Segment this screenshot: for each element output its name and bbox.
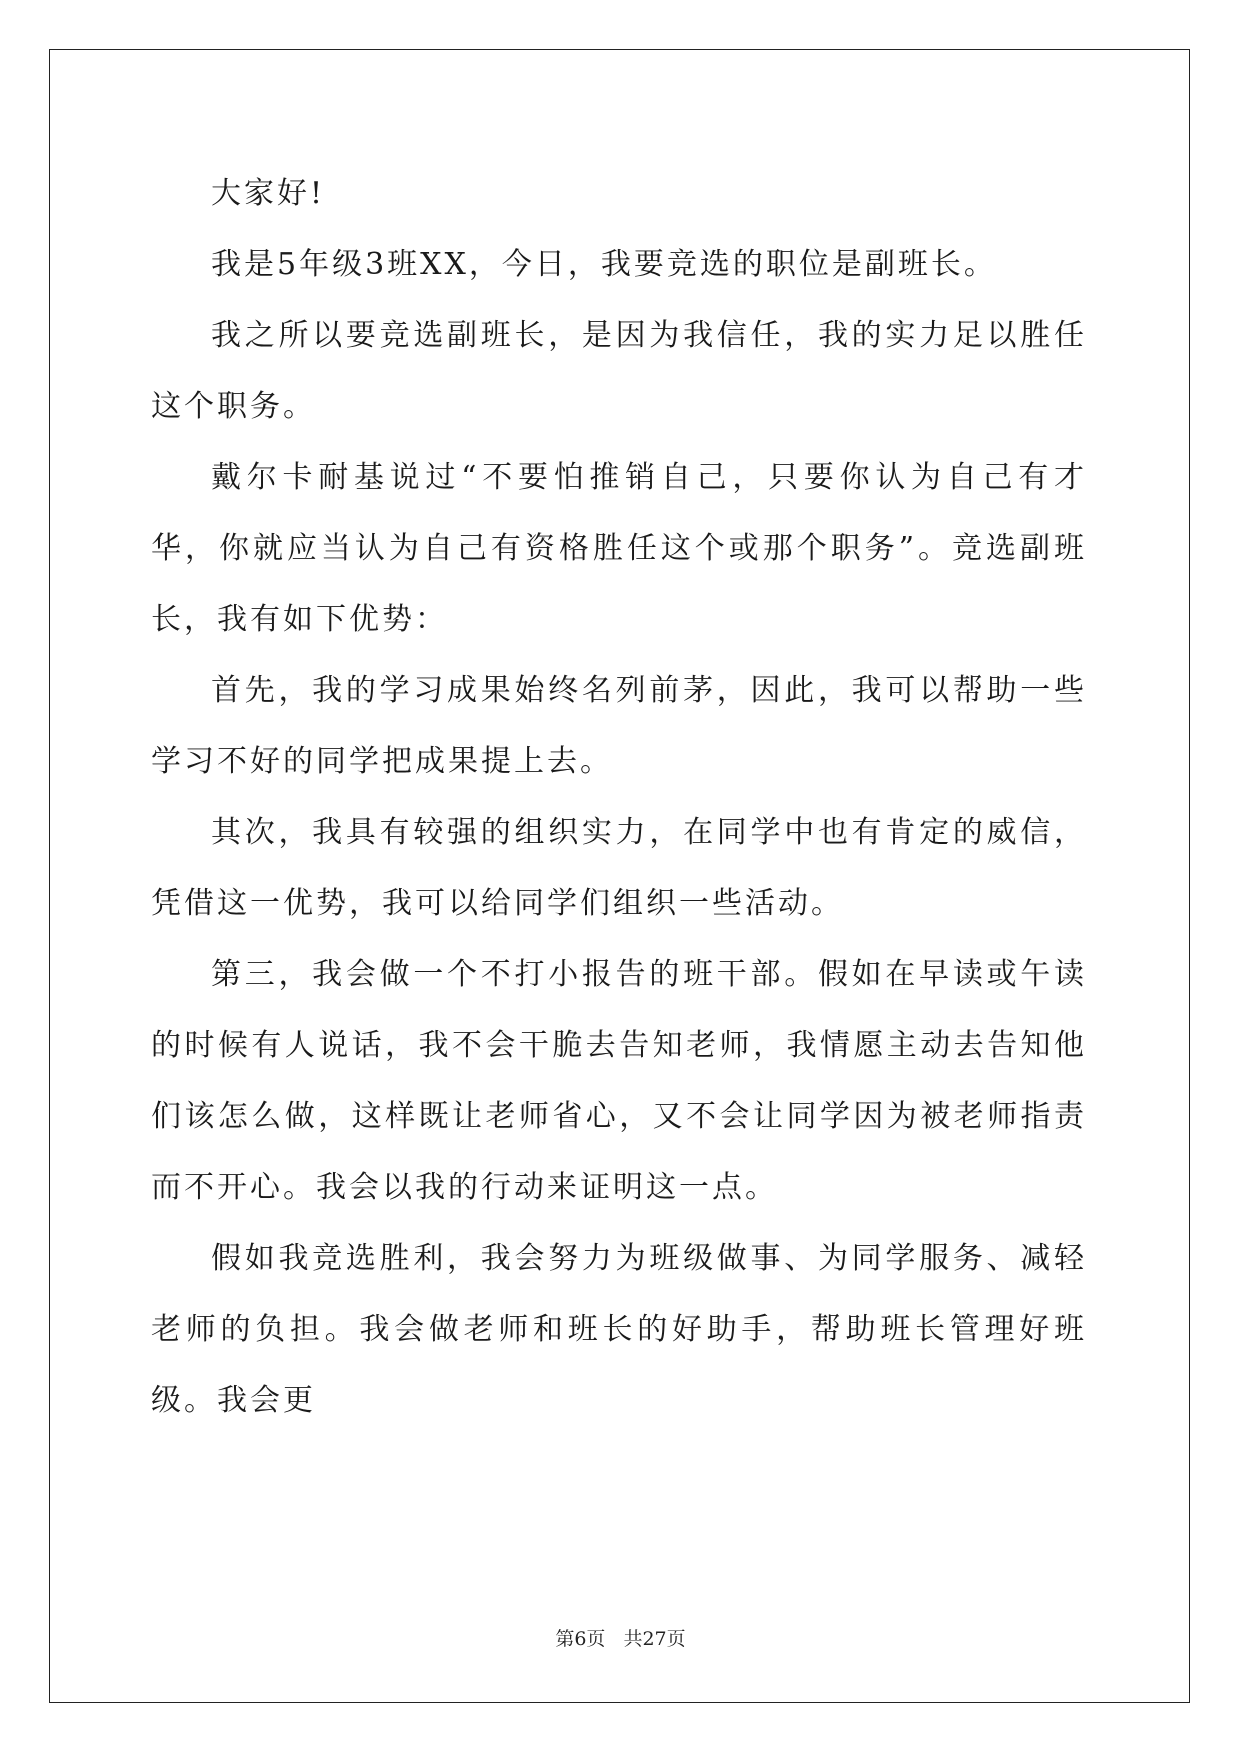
page-number: 第6页 <box>555 1628 606 1650</box>
document-body <box>151 158 1087 1436</box>
paragraph-first: 首先，我的学习成果始终名列前茅，因此，我可以帮助一些学习不好的同学把成果提上去。 <box>151 673 1087 779</box>
page-total: 共27页 <box>623 1628 686 1650</box>
paragraph-third: 第三，我会做一个不打小报告的班干部。假如在早读或午读的时候有人说话，我不会干脆去告知老师，我情愿主动去告知他们该怎么做，这样既让老师省心，又不会让同学因为被老师指责而不开心。我会以我的行动来证明这一点。 <box>151 957 1087 1205</box>
paragraph-greeting: 大家好! <box>211 176 326 211</box>
paragraph-intro: 我是5年级3班XX，今日，我要竞选的职位是副班长。 <box>211 247 997 282</box>
page-footer <box>0 1624 1241 1651</box>
paragraph-quote: 戴尔卡耐基说过“不要怕推销自己，只要你认为自己有才华，你就应当认为自己有资格胜任这个或那个职务”。竞选副班长，我有如下优势： <box>151 460 1087 637</box>
paragraph-second: 其次，我具有较强的组织实力，在同学中也有肯定的威信，凭借这一优势，我可以给同学们组织一些活动。 <box>151 815 1087 921</box>
paragraph-reason: 我之所以要竞选副班长，是因为我信任，我的实力足以胜任这个职务。 <box>151 318 1087 424</box>
paragraph-promise: 假如我竞选胜利，我会努力为班级做事、为同学服务、减轻老师的负担。我会做老师和班长的好助手，帮助班长管理好班级。我会更 <box>151 1241 1087 1418</box>
